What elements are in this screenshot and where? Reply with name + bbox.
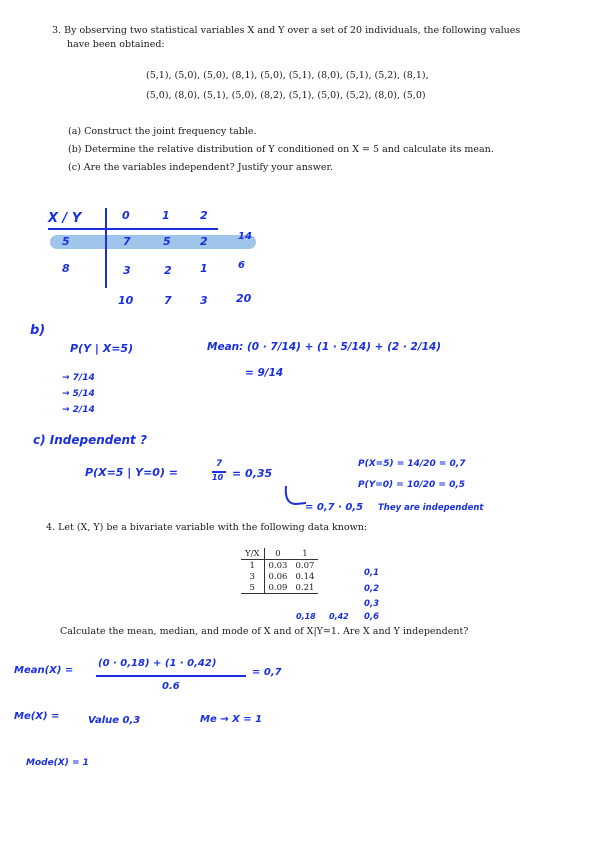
p4-mode: Mode(X) = 1: [26, 758, 89, 768]
problem4-table-header-1: 1: [291, 548, 318, 560]
table-row-x-8: 8: [62, 262, 70, 275]
p4-median-value: Value 0,3: [88, 715, 141, 726]
table-row-total-8: 6: [238, 260, 245, 271]
table-col-1: 1: [162, 209, 170, 222]
table-col-2: 2: [200, 209, 208, 222]
table-col-total-1: 7: [164, 294, 172, 307]
table-vertical-line: [105, 208, 107, 288]
part-b-mean: Mean: (0 · 7/14) + (1 · 5/14) + (2 · 2/14): [207, 341, 442, 353]
p4-median-label: Me(X) =: [14, 711, 60, 722]
problem4-hand-col-total-1: 0,42: [329, 612, 349, 621]
p4-mean-result: = 0,7: [252, 667, 282, 678]
table-cell-5-1: 5: [163, 235, 171, 248]
problem3-values2: (5,0), (8,0), (5,1), (5,0), (8,2), (5,1), (5,0), (5,2), (8,0), (5,0): [146, 90, 426, 101]
table-col-total-2: 3: [200, 294, 208, 307]
problem4-hand-grand-total: 0,6: [364, 612, 380, 622]
part-c-product: = 0,7 · 0,5: [305, 502, 364, 513]
problem3-values1: (5,1), (5,0), (5,0), (8,1), (5,0), (5,1), (8,0), (5,1), (5,2), (8,1),: [146, 70, 429, 81]
problem4-hand-row-total-3: 0,2: [364, 584, 380, 594]
problem4-intro: 4. Let (X, Y) be a bivariate variable with the following data known:: [46, 522, 368, 533]
table-row-x-5: 5: [62, 235, 70, 248]
p4-mean-denominator: 0.6: [162, 681, 180, 692]
problem3-part-b: (b) Determine the relative distribution of Y conditioned on X = 5 and calculate its mean.: [68, 144, 494, 155]
part-b-mean-result: = 9/14: [245, 367, 284, 379]
part-b-item-1: → 5/14: [62, 389, 95, 399]
part-c-cond-result: = 0,35: [232, 467, 273, 480]
problem3-part-c: (c) Are the variables independent? Justify your answer.: [68, 162, 333, 173]
problem4-table-header-0: 0: [264, 548, 291, 560]
part-c-conditional: P(X=5 | Y=0) =: [85, 466, 179, 479]
problem4-hand-row-total-5: 0,3: [364, 599, 380, 609]
problem4-hand-col-total-0: 0,18: [296, 612, 316, 621]
table-cell-8-0: 3: [123, 264, 131, 277]
table-cell-8-1: 2: [164, 264, 172, 277]
part-c-conclusion: They are independent: [378, 503, 484, 513]
problem3-line1: 3. By observing two statistical variables X and Y over a set of 20 individuals, the following values: [52, 25, 521, 36]
part-c-px: P(X=5) = 14/20 = 0,7: [358, 459, 466, 469]
p4-mean-label: Mean(X) =: [14, 665, 74, 676]
problem4-table-cell: 0.03: [268, 560, 288, 571]
part-b-item-2: → 2/14: [62, 405, 95, 415]
part-b-label: b): [30, 323, 46, 338]
table-cell-8-2: 1: [200, 262, 208, 275]
part-c-py: P(Y=0) = 10/20 = 0,5: [358, 480, 466, 490]
table-cell-5-0: 7: [123, 235, 131, 248]
table-horizontal-line: [48, 228, 218, 230]
problem4-table-cell: 0.09: [264, 582, 291, 594]
problem3-line2: have been obtained:: [67, 39, 165, 50]
problem4-question: Calculate the mean, median, and mode of X and of X|Y=1. Are X and Y independent?: [60, 626, 469, 637]
part-b-conditional-prob: P(Y | X=5): [70, 342, 134, 355]
table-col-total-0: 10: [118, 294, 134, 307]
table-grand-total: 20: [236, 292, 252, 305]
table-cell-5-2: 2: [200, 235, 208, 248]
part-c-frac-num: 7: [216, 459, 223, 469]
problem4-table-row-y: 3: [241, 571, 264, 582]
problem4-table: [241, 548, 318, 594]
problem4-table-cell: 0.07: [295, 560, 315, 571]
p4-mean-numerator: (0 · 0,18) + (1 · 0,42): [98, 658, 217, 669]
problem4-table-row-y: 1: [241, 560, 264, 572]
part-c-label: c) Independent ?: [33, 433, 147, 447]
problem4-table-row-y: 5: [241, 582, 264, 594]
problem4-hand-row-total-1: 0,1: [364, 568, 380, 578]
part-b-item-0: → 7/14: [62, 373, 95, 383]
problem4-table-header-yx: Y/X: [241, 548, 264, 560]
part-c-frac-den: 10: [212, 473, 224, 482]
problem4-table-cell: 0.21: [291, 582, 318, 594]
problem4-table-cell: 0.06: [268, 571, 288, 582]
p4-mean-fraction-line: [96, 675, 246, 677]
problem3-part-a: (a) Construct the joint frequency table.: [68, 126, 257, 137]
p4-median-result: Me → X = 1: [200, 714, 263, 725]
row-highlight: [50, 235, 256, 249]
table-row-total-5: 14: [238, 231, 252, 242]
problem4-table-cell: 0.14: [295, 571, 315, 582]
table-header-xy: X / Y: [48, 211, 82, 226]
table-col-0: 0: [122, 209, 130, 222]
